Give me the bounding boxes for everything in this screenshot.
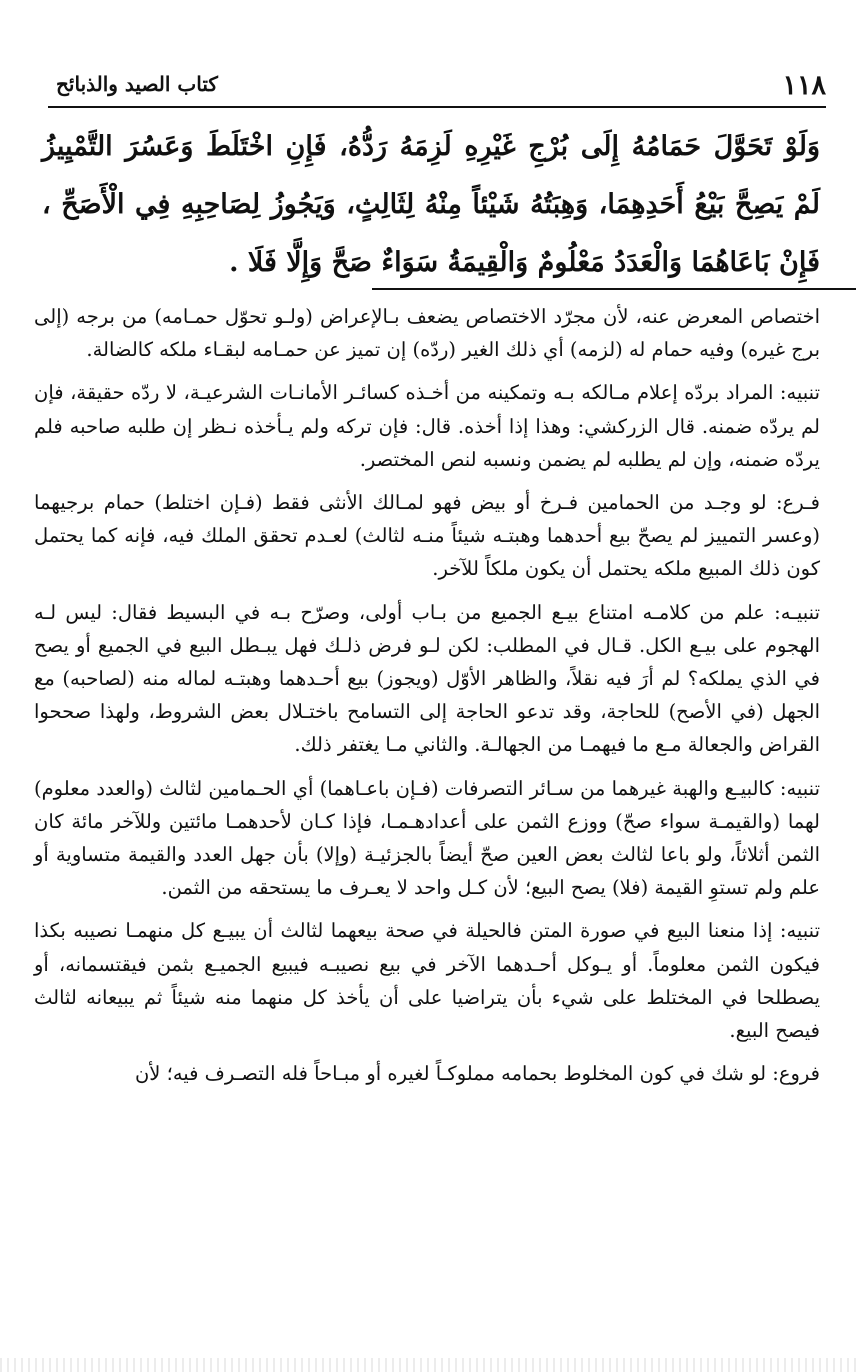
section-divider [372, 288, 856, 290]
scan-edge [0, 1358, 856, 1372]
commentary-paragraph-2: تنبيه: المراد بردّه إعلام مـالكه بـه وتمكينه من أخـذه كسائـر الأمانـات الشرعيـة، لا ردّه حقيقة، فإن لم يردّه ضمنه. قال الزركشي: وهذا إذا أخذه. قال: فإن تركه ولم يـأخذه نـظر إن طلبه صاحبه فلم يردّه ضمنه، وإن لم يطلبه لم يضمن ونسبه لنص المختصر. [34, 381, 820, 471]
commentary-paragraph-6: تنبيه: إذا منعنا البيع في صورة المتن فالحيلة في صحة بيعهما لثالث أن يبيـع كل منهمـا نصيبه بكذا فيكون الثمن معلوماً. أو يـوكل أحـدهما الآخر في بيع نصيبـه فيبيع الجميـع بثمن فيقتسمانه، أو يصطلحا في المختلط على شيء بأن يتراضيا على أن يأخذ كل منهما منه شيئاً ثم يبيعانه لثالث فيصح البيع. [34, 919, 820, 1043]
page-number: ١١٨ [782, 70, 826, 101]
commentary-paragraph-1: اختصاص المعرض عنه، لأن مجرّد الاختصاص يضعف بـالإعراض (ولـو تحوّل حمـامه) من برجه (إلى برج غيره) وفيه حمام له (لزمه) أي ذلك الغير (ردّه) إن تميز عن حمـامه لبقـاء ملكه كالضالة. [34, 305, 820, 362]
commentary-paragraph-3: فـرع: لو وجـد من الحمامين فـرخ أو بيض فهو لمـالك الأنثى فقط (فـإن اختلط) حمام برجيهما (وعسر التمييز لم يصحّ بيع أحدهما وهبتـه شيئاً منـه لثالث) لعـدم تحقق الملك فيه، فإنه كما يحتمل كون ذلك المبيع ملكه يحتمل أن يكون ملكاً للآخر. [34, 491, 820, 581]
commentary-paragraph-4: تنبيـه: علم من كلامـه امتناع بيـع الجميع من بـاب أولى، وصرّح بـه في البسيط فقال: ليس لـه الهجوم على بيـع الكل. قـال في المطلب: لكن لـو فرض ذلـك فهل يبـطل البيع في الجميع أو يصح في الذي يملكه؟ لم أرَ فيه نقلاً، والظاهر الأوّل (ويجوز) بيع أحـدهما وهبتـه لماله منه (لصاحبه) مع الجهل (في الأصح) للحاجة، وقد تدعو الحاجة إلى التسامح باختـلال بعض الشروط، ولهذا صححوا القراض والجعالة مـع ما فيهمـا من الجهالـة. والثاني مـا يغتفر ذلك. [34, 600, 820, 757]
running-title: كتاب الصيد والذبائح [56, 72, 218, 96]
page-header [48, 66, 826, 108]
matn-text: وَلَوْ تَحَوَّلَ حَمَامُهُ إِلَى بُرْجِ غَيْرِهِ لَزِمَهُ رَدُّهُ، فَإِنِ اخْتَلَطَ وَعَسُرَ التَّمْيِيزُ لَمْ يَصِحَّ بَيْعُ أَحَدِهِمَا، وَهِبَتُهُ شَيْئاً مِنْهُ لِثَالِثٍ، وَيَجُوزُ لِصَاحِبِهِ فِي الْأَصَحِّ ، فَإِنْ بَاعَاهُمَا وَالْعَدَدُ مَعْلُومٌ وَالْقِيمَةُ سَوَاءٌ صَحَّ وَإِلَّا فَلَا . [42, 131, 820, 278]
commentary-paragraph-7: فروع: لو شك في كون المخلوط بحمامه مملوكـاً لغيره أو مبـاحاً فله التصـرف فيه؛ لأن [134, 1062, 820, 1086]
commentary [34, 300, 820, 1100]
commentary-paragraph-5: تنبيه: كالبيـع والهبة غيرهما من سـائر التصرفات (فـإن باعـاهما) أي الحـمامين لثالث (والعدد معلوم) لهما (والقيمـة سواء صحّ) ووزع الثمن على أعدادهـمـا، فإذا كـان لأحدهمـا مائتين وللآخر مائة كان الثمن أثلاثاً، ولو باعا لثالث بعض العين صحّ أيضاً بالجزئيـة (وإلا) بأن جهل العدد والقيمة متساوية أو علم ولم تستوِ القيمة (فلا) يصح البيع؛ لأن كـل واحد لا يعـرف ما يستحقه من الثمن. [34, 776, 820, 900]
